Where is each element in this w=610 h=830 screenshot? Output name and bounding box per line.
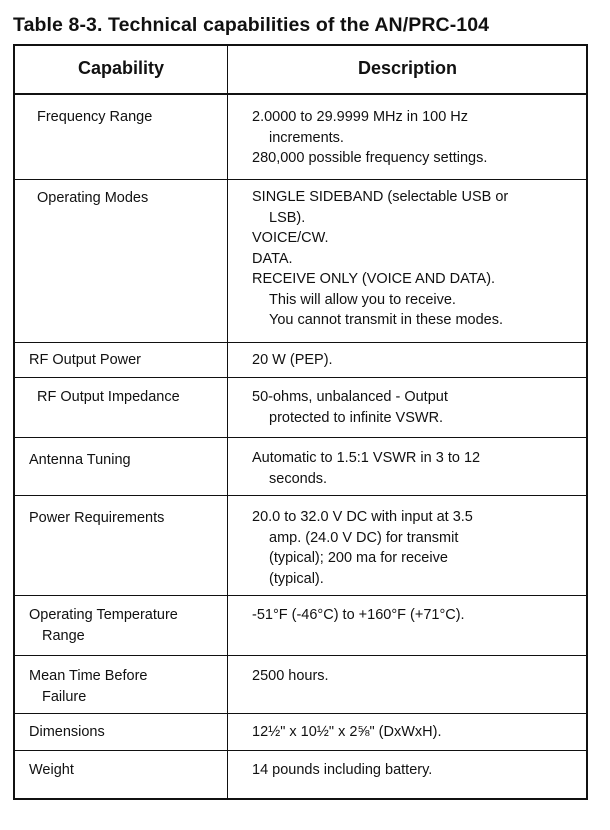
header-description: Description [357, 58, 458, 78]
table-header [15, 46, 586, 95]
capability-cell: Mean Time Before Failure [29, 668, 148, 705]
table-row [15, 378, 586, 438]
description-cell: 14 pounds including battery. [252, 762, 433, 778]
table-row [15, 343, 586, 378]
description-cell: 50-ohms, unbalanced - Output protected to infinite VSWR. [252, 389, 448, 426]
capability-cell: Operating Modes [37, 190, 149, 206]
description-cell: Automatic to 1.5:1 VSWR in 3 to 12 seconds. [252, 450, 481, 487]
table-row [15, 714, 586, 751]
description-cell: 20 W (PEP). [252, 352, 333, 368]
table-row [15, 180, 586, 343]
table-row [15, 438, 586, 496]
description-cell: 20.0 to 32.0 V DC with input at 3.5 amp. (24.0 V DC) for transmit (typical); 200 ma for receive (typical). [252, 509, 473, 587]
capability-cell: Frequency Range [37, 109, 153, 125]
capability-cell: Dimensions [29, 724, 105, 740]
capabilities-table [13, 44, 588, 800]
table-row [15, 95, 586, 180]
header-capability: Capability [77, 58, 165, 78]
description-cell: 2500 hours. [252, 668, 329, 684]
table-title: Table 8-3. Technical capabilities of the AN/PRC-104 [13, 14, 490, 36]
description-cell: 12½" x 10½" x 2⅝" (DxWxH). [252, 724, 442, 740]
table-row [15, 496, 586, 596]
capability-cell: RF Output Impedance [37, 389, 180, 405]
capability-cell: Operating Temperature Range [29, 607, 178, 644]
capability-cell: Antenna Tuning [29, 452, 131, 468]
description-cell: SINGLE SIDEBAND (selectable USB or LSB). VOICE/CW. DATA. RECEIVE ONLY (VOICE AND DATA). This will allow you to receive. You cannot transmit in these modes. [252, 189, 509, 328]
table-row [15, 656, 586, 714]
table-row [15, 596, 586, 656]
table-row [15, 751, 586, 798]
capability-cell: Weight [29, 762, 74, 778]
description-cell: -51°F (-46°C) to +160°F (+71°C). [252, 607, 465, 623]
capability-cell: Power Requirements [29, 510, 165, 526]
capability-cell: RF Output Power [29, 352, 142, 368]
description-cell: 2.0000 to 29.9999 MHz in 100 Hz increments. 280,000 possible frequency settings. [252, 109, 488, 166]
